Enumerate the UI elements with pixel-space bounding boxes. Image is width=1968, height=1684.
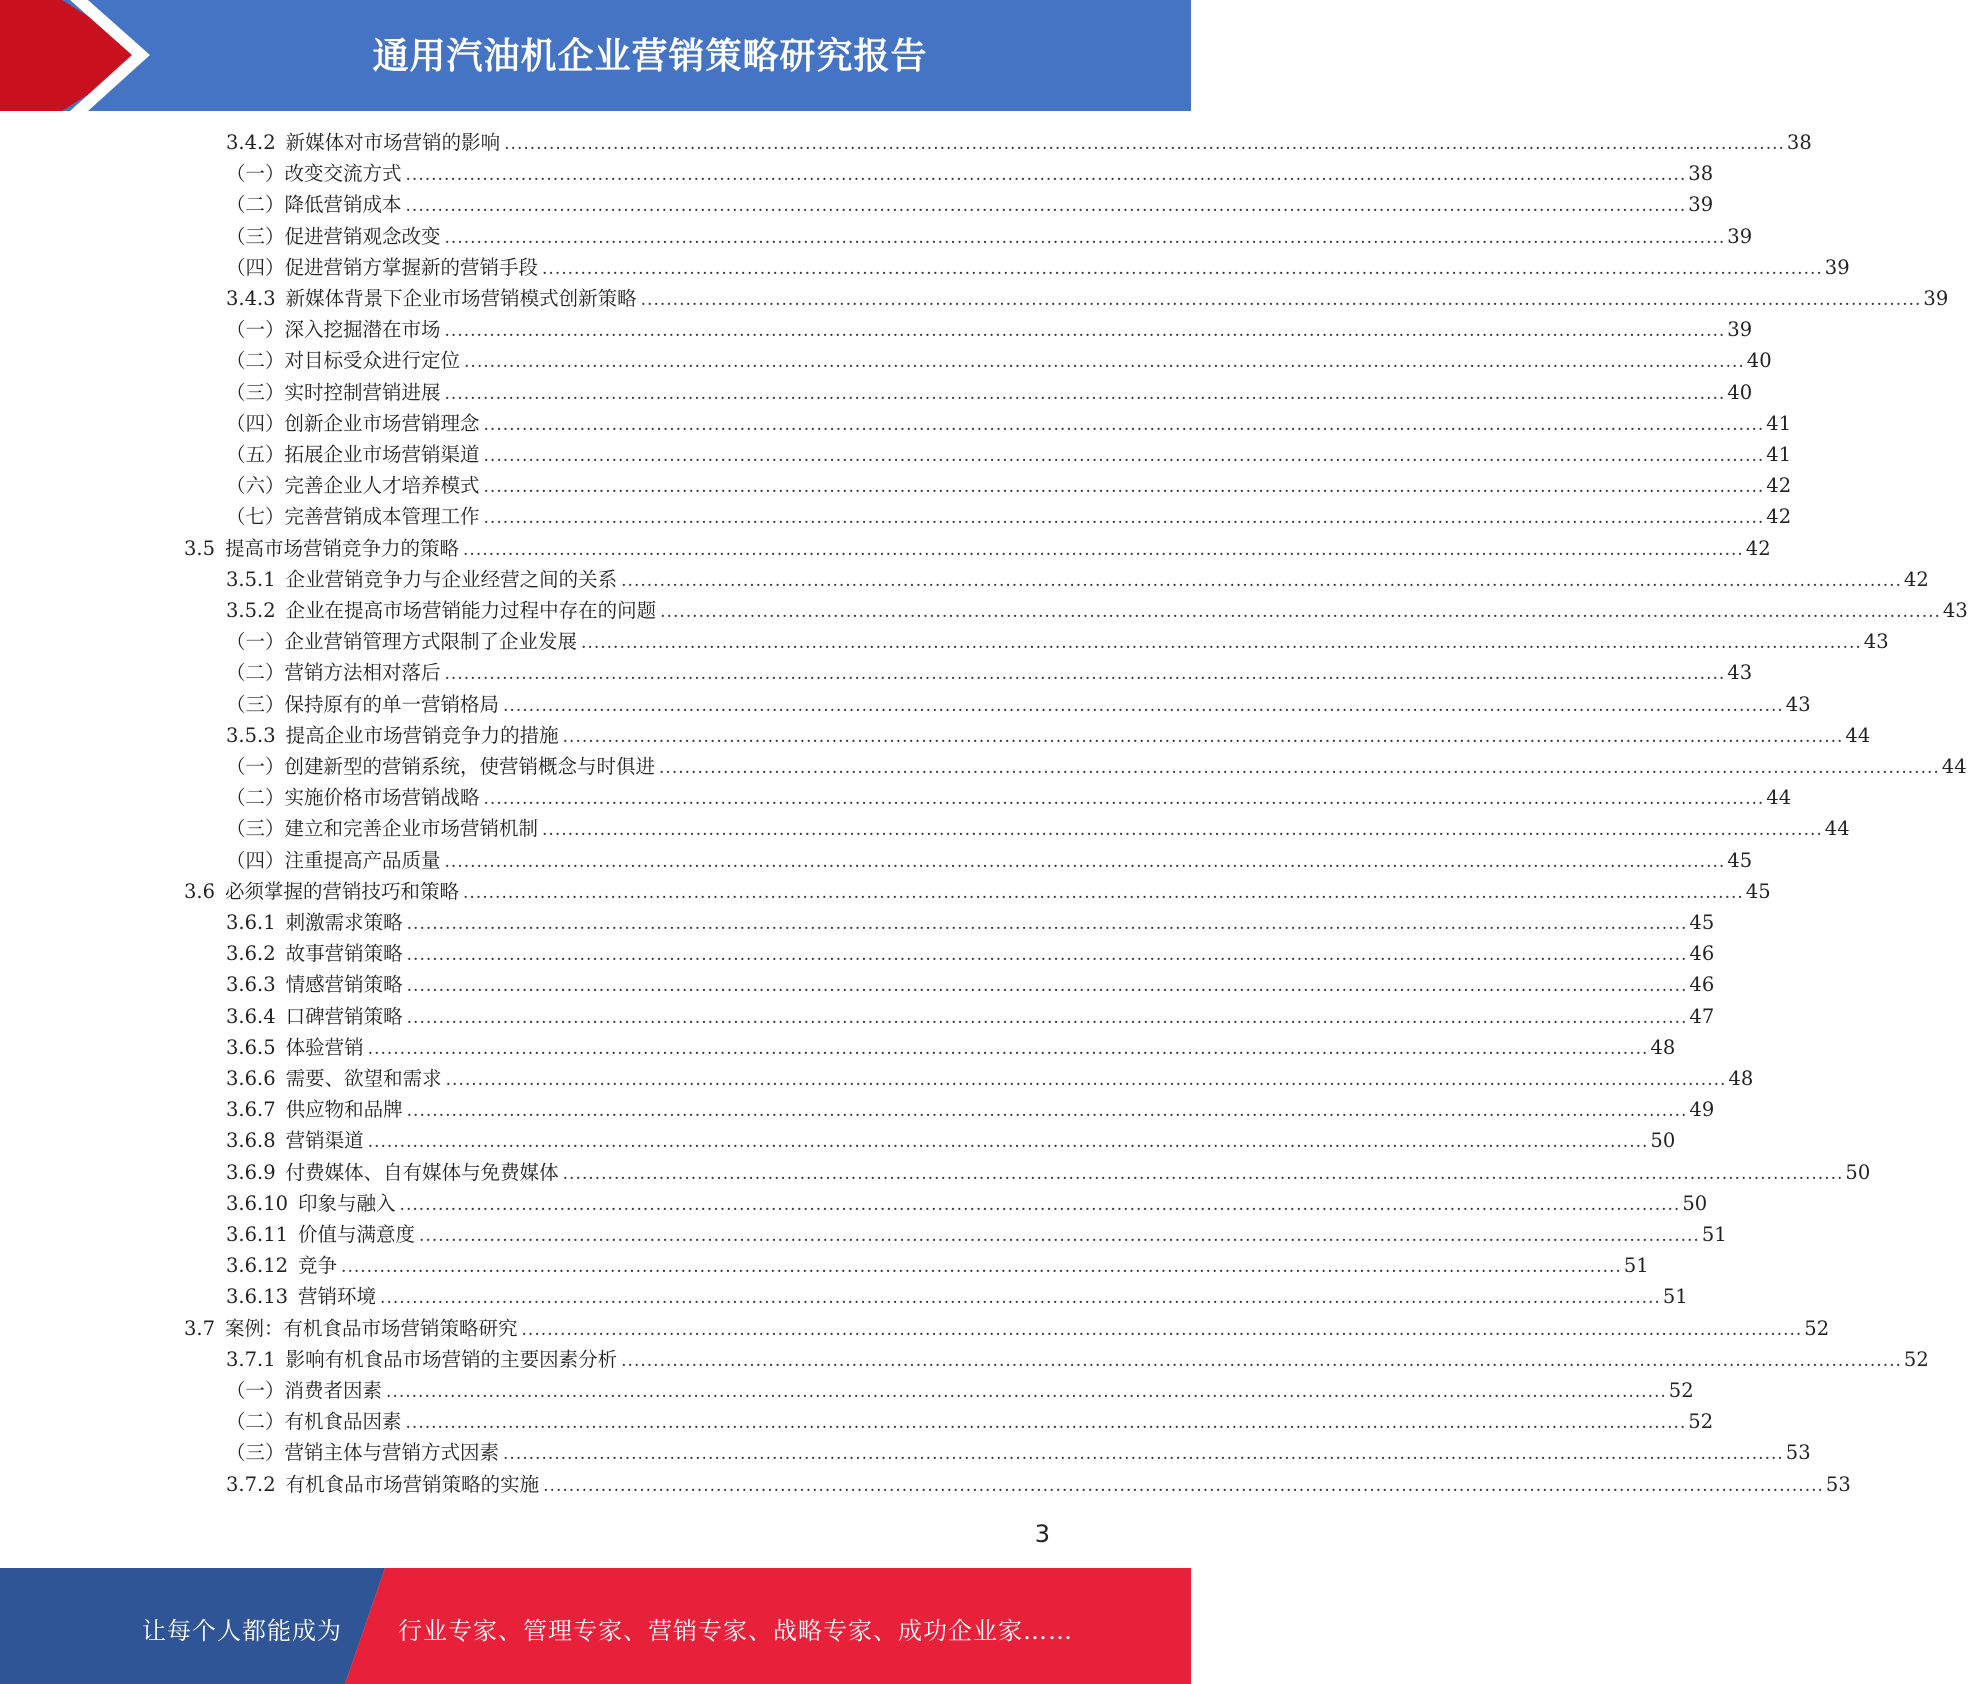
toc-leader-dots: ........................................................................................................................................................................................................ xyxy=(543,1476,1824,1496)
toc-entry-page: 45 xyxy=(1689,911,1715,934)
toc-leader-dots: ........................................................................................................................................................................................................ xyxy=(483,789,1765,809)
toc-entry[interactable] xyxy=(184,876,1771,907)
toc-entry[interactable] xyxy=(226,345,1772,376)
toc-entry[interactable] xyxy=(226,189,1714,220)
toc-entry-page: 40 xyxy=(1746,349,1772,372)
page-number: 3 xyxy=(1034,1520,1050,1548)
toc-leader-dots: ........................................................................................................................................................................................................ xyxy=(463,883,1744,903)
toc-entry-page: 47 xyxy=(1689,1005,1715,1028)
toc-entry-title xyxy=(226,782,484,810)
toc-entry-title xyxy=(226,938,407,966)
document-title: 通用汽油机企业营销策略研究报告 xyxy=(372,36,928,77)
toc-entry[interactable] xyxy=(226,158,1714,189)
toc-entry-title xyxy=(226,1344,621,1372)
toc-entry-title xyxy=(226,501,484,529)
toc-leader-dots: ........................................................................................................................................................................................................ xyxy=(504,134,1785,154)
toc-leader-dots: ........................................................................................................................................................................................................ xyxy=(406,914,1688,934)
toc-leader-dots: ........................................................................................................................................................................................................ xyxy=(380,1288,1661,1308)
toc-entry-title xyxy=(226,969,407,997)
toc-entry-text: （五）拓展企业市场营销渠道 xyxy=(226,443,480,466)
toc-entry-title xyxy=(226,283,641,311)
toc-entry-text: （三）保持原有的单一营销格局 xyxy=(226,693,500,716)
toc-leader-dots: ........................................................................................................................................................................................................ xyxy=(406,1008,1688,1028)
toc-entry[interactable] xyxy=(226,408,1792,439)
toc-entry[interactable] xyxy=(226,845,1753,876)
toc-entry[interactable] xyxy=(226,252,1850,283)
toc-entry[interactable] xyxy=(226,1250,1649,1281)
toc-entry[interactable] xyxy=(226,689,1811,720)
toc-leader-dots: ........................................................................................................................................................................................................ xyxy=(640,290,1922,310)
toc-entry-number: 3.6.13 xyxy=(226,1285,289,1308)
toc-entry-title xyxy=(226,345,464,373)
toc-leader-dots: ........................................................................................................................................................................................................ xyxy=(659,758,1940,778)
toc-entry-page: 51 xyxy=(1701,1223,1727,1246)
toc-entry-page: 49 xyxy=(1689,1098,1715,1121)
toc-leader-dots: ........................................................................................................................................................................................................ xyxy=(621,1351,1902,1371)
toc-entry-text: （二）有机食品因素 xyxy=(226,1410,402,1433)
toc-entry-page: 39 xyxy=(1824,256,1850,279)
toc-entry-title xyxy=(226,1375,386,1403)
toc-leader-dots: ........................................................................................................................................................................................................ xyxy=(542,820,1823,840)
toc-leader-dots: ........................................................................................................................................................................................................ xyxy=(405,165,1687,185)
toc-entry-title xyxy=(226,1063,446,1091)
toc-entry-text: （二）实施价格市场营销战略 xyxy=(226,786,480,809)
toc-entry-page: 52 xyxy=(1804,1317,1830,1340)
toc-entry-text: （一）企业营销管理方式限制了企业发展 xyxy=(226,630,578,653)
toc-entry-page: 43 xyxy=(1785,693,1811,716)
toc-entry[interactable] xyxy=(226,1125,1676,1156)
toc-entry-title xyxy=(226,720,563,748)
toc-entry-text: （四）促进营销方掌握新的营销手段 xyxy=(226,256,539,279)
toc-entry-number: 3.5.1 xyxy=(226,568,276,591)
toc-entry-text: （三）促进营销观念改变 xyxy=(226,225,441,248)
toc-entry[interactable] xyxy=(226,283,1949,314)
footer-slogan-right: 行业专家、管理专家、营销专家、战略专家、成功企业家…… xyxy=(398,1617,1073,1645)
toc-leader-dots: ........................................................................................................................................................................................................ xyxy=(367,1039,1649,1059)
toc-entry-page: 51 xyxy=(1623,1254,1649,1277)
toc-entry-title xyxy=(226,377,445,405)
toc-entry-text: 新媒体背景下企业市场营销模式创新策略 xyxy=(285,287,637,310)
toc-entry-page: 42 xyxy=(1903,568,1929,591)
toc-entry-text: 供应物和品牌 xyxy=(285,1098,403,1121)
toc-entry-title xyxy=(226,1406,406,1434)
toc-leader-dots: ........................................................................................................................................................................................................ xyxy=(463,540,1744,560)
toc-entry-page: 42 xyxy=(1766,474,1792,497)
toc-leader-dots: ........................................................................................................................................................................................................ xyxy=(367,1132,1649,1152)
toc-entry-title xyxy=(226,657,445,685)
toc-entry-page: 44 xyxy=(1766,786,1792,809)
toc-entry[interactable] xyxy=(226,813,1850,844)
toc-entry-title xyxy=(226,1437,503,1465)
toc-entry-number: 3.7.2 xyxy=(226,1473,276,1496)
toc-entry-text: （三）建立和完善企业市场营销机制 xyxy=(226,817,539,840)
toc-entry-page: 44 xyxy=(1941,755,1967,778)
toc-entry[interactable] xyxy=(226,1344,1929,1375)
toc-entry[interactable] xyxy=(226,626,1889,657)
toc-entry-number: 3.5.3 xyxy=(226,724,276,747)
toc-entry-title xyxy=(226,1032,368,1060)
toc-entry-page: 50 xyxy=(1682,1192,1708,1215)
toc-entry-title xyxy=(226,221,445,249)
toc-entry[interactable] xyxy=(226,1032,1676,1063)
toc-entry[interactable] xyxy=(226,470,1792,501)
toc-entry[interactable] xyxy=(226,782,1792,813)
toc-entry-text: 提高市场营销竞争力的策略 xyxy=(225,537,460,560)
toc-leader-dots: ........................................................................................................................................................................................................ xyxy=(562,727,1844,747)
toc-entry-text: （七）完善营销成本管理工作 xyxy=(226,505,480,528)
toc-entry-page: 52 xyxy=(1688,1410,1714,1433)
toc-entry-page: 50 xyxy=(1845,1161,1871,1184)
toc-entry-number: 3.6.10 xyxy=(226,1192,289,1215)
toc-leader-dots: ........................................................................................................................................................................................................ xyxy=(445,1070,1727,1090)
toc-entry-text: 有机食品市场营销策略的实施 xyxy=(285,1473,540,1496)
toc-entry-title xyxy=(226,1157,563,1185)
toc-entry-title xyxy=(226,564,621,592)
toc-entry[interactable] xyxy=(226,1094,1715,1125)
toc-entry-title xyxy=(226,1188,400,1216)
toc-entry-title xyxy=(226,907,407,935)
toc-leader-dots: ........................................................................................................................................................................................................ xyxy=(341,1257,1622,1277)
toc-entry-number: 3.5 xyxy=(184,537,216,560)
toc-entry-page: 52 xyxy=(1903,1348,1929,1371)
toc-entry-page: 41 xyxy=(1766,412,1792,435)
toc-entry-page: 39 xyxy=(1923,287,1949,310)
toc-entry-title xyxy=(226,470,484,498)
toc-leader-dots: ........................................................................................................................................................................................................ xyxy=(405,1413,1687,1433)
toc-entry-text: 新媒体对市场营销的影响 xyxy=(285,131,501,154)
toc-leader-dots: ........................................................................................................................................................................................................ xyxy=(581,633,1862,653)
toc-leader-dots: ........................................................................................................................................................................................................ xyxy=(503,1444,1784,1464)
toc-entry-text: 需要、欲望和需求 xyxy=(285,1067,442,1090)
toc-entry-text: （二）对目标受众进行定位 xyxy=(226,349,461,372)
toc-entry-number: 3.6.9 xyxy=(226,1161,276,1184)
toc-entry[interactable] xyxy=(226,1437,1811,1468)
toc-entry[interactable] xyxy=(226,1188,1708,1219)
toc-entry-text: （三）实时控制营销进展 xyxy=(226,381,441,404)
toc-entry-title xyxy=(226,595,660,623)
toc-entry-title xyxy=(226,845,445,873)
toc-entry-page: 46 xyxy=(1689,942,1715,965)
toc-entry[interactable] xyxy=(226,720,1871,751)
toc-entry[interactable] xyxy=(226,1281,1688,1312)
toc-entry-title xyxy=(226,689,503,717)
toc-entry-title xyxy=(184,533,463,561)
toc-leader-dots: ........................................................................................................................................................................................................ xyxy=(406,976,1688,996)
page-footer xyxy=(0,1568,1191,1684)
toc-leader-dots: ........................................................................................................................................................................................................ xyxy=(464,352,1745,372)
toc-entry-text: （四）创新企业市场营销理念 xyxy=(226,412,480,435)
toc-entry-page: 38 xyxy=(1688,162,1714,185)
toc-leader-dots: ........................................................................................................................................................................................................ xyxy=(444,384,1726,404)
toc-entry[interactable] xyxy=(226,657,1753,688)
toc-entry-page: 39 xyxy=(1727,225,1753,248)
toc-entry-number: 3.6.8 xyxy=(226,1129,276,1152)
toc-entry-number: 3.6.1 xyxy=(226,911,276,934)
toc-entry-page: 53 xyxy=(1785,1441,1811,1464)
toc-entry-number: 3.6.3 xyxy=(226,973,276,996)
toc-entry-page: 46 xyxy=(1689,973,1715,996)
toc-entry[interactable] xyxy=(184,533,1771,564)
toc-leader-dots: ........................................................................................................................................................................................................ xyxy=(621,571,1902,591)
toc-entry-page: 45 xyxy=(1727,849,1753,872)
toc-entry-number: 3.4.2 xyxy=(226,131,276,154)
toc-entry-text: 付费媒体、自有媒体与免费媒体 xyxy=(285,1161,559,1184)
toc-entry-text: 企业营销竞争力与企业经营之间的关系 xyxy=(285,568,618,591)
toc-entry-page: 45 xyxy=(1745,880,1771,903)
toc-entry[interactable] xyxy=(226,127,1812,158)
toc-entry-text: 情感营销策略 xyxy=(285,973,403,996)
toc-entry-title xyxy=(226,1281,380,1309)
toc-entry-title xyxy=(226,252,542,280)
toc-entry-page: 39 xyxy=(1727,318,1753,341)
toc-entry-number: 3.6.7 xyxy=(226,1098,276,1121)
toc-entry-number: 3.6.6 xyxy=(226,1067,276,1090)
toc-entry-text: 印象与融入 xyxy=(298,1192,396,1215)
toc-entry-text: （四）注重提高产品质量 xyxy=(226,849,441,872)
footer-slogan-left: 让每个人都能成为 xyxy=(142,1617,342,1645)
toc-leader-dots: ........................................................................................................................................................................................................ xyxy=(399,1195,1681,1215)
toc-entry-page: 43 xyxy=(1727,661,1753,684)
toc-entry-title xyxy=(184,1313,522,1341)
toc-entry-text: （六）完善企业人才培养模式 xyxy=(226,474,480,497)
toc-entry-text: （一）改变交流方式 xyxy=(226,162,402,185)
toc-leader-dots: ........................................................................................................................................................................................................ xyxy=(521,1320,1803,1340)
toc-entry-page: 48 xyxy=(1650,1036,1676,1059)
toc-entry-number: 3.6.4 xyxy=(226,1005,276,1028)
toc-entry-title xyxy=(226,314,445,342)
toc-leader-dots: ........................................................................................................................................................................................................ xyxy=(483,415,1765,435)
toc-entry[interactable] xyxy=(226,751,1967,782)
toc-entry-text: 价值与满意度 xyxy=(298,1223,416,1246)
toc-leader-dots: ........................................................................................................................................................................................................ xyxy=(483,477,1765,497)
toc-leader-dots: ........................................................................................................................................................................................................ xyxy=(503,696,1784,716)
toc-leader-dots: ........................................................................................................................................................................................................ xyxy=(406,945,1688,965)
toc-entry[interactable] xyxy=(226,1375,1694,1406)
toc-entry[interactable] xyxy=(226,314,1753,345)
toc-entry-page: 48 xyxy=(1728,1067,1754,1090)
toc-entry[interactable] xyxy=(226,1063,1754,1094)
toc-entry-text: 影响有机食品市场营销的主要因素分析 xyxy=(285,1348,618,1371)
toc-entry[interactable] xyxy=(226,439,1792,470)
toc-entry-page: 52 xyxy=(1668,1379,1694,1402)
toc-entry-title xyxy=(226,1125,368,1153)
toc-entry-title xyxy=(226,408,484,436)
toc-leader-dots: ........................................................................................................................................................................................................ xyxy=(562,1164,1844,1184)
toc-entry-text: （三）营销主体与营销方式因素 xyxy=(226,1441,500,1464)
toc-leader-dots: ........................................................................................................................................................................................................ xyxy=(405,196,1687,216)
toc-entry-text: （一）消费者因素 xyxy=(226,1379,383,1402)
toc-entry[interactable] xyxy=(226,221,1753,252)
page-header xyxy=(0,0,1191,111)
toc-entry-title xyxy=(226,751,659,779)
toc-entry[interactable] xyxy=(226,564,1929,595)
toc-entry-text: （二）降低营销成本 xyxy=(226,193,402,216)
toc-entry-page: 43 xyxy=(1863,630,1889,653)
toc-entry-page: 42 xyxy=(1766,505,1792,528)
toc-entry[interactable] xyxy=(226,1219,1727,1250)
toc-entry-page: 39 xyxy=(1688,193,1714,216)
toc-entry-number: 3.7.1 xyxy=(226,1348,276,1371)
toc-entry-title xyxy=(226,813,542,841)
toc-entry-text: 提高企业市场营销竞争力的措施 xyxy=(285,724,559,747)
toc-leader-dots: ........................................................................................................................................................................................................ xyxy=(386,1382,1667,1402)
toc-entry-text: （一）深入挖掘潜在市场 xyxy=(226,318,441,341)
toc-leader-dots: ........................................................................................................................................................................................................ xyxy=(483,508,1765,528)
toc-entry[interactable] xyxy=(226,595,1968,626)
toc-entry-text: 口碑营销策略 xyxy=(285,1005,403,1028)
toc-entry-text: （一）创建新型的营销系统，使营销概念与时俱进 xyxy=(226,755,656,778)
toc-entry-text: 故事营销策略 xyxy=(285,942,403,965)
toc-leader-dots: ........................................................................................................................................................................................................ xyxy=(419,1226,1700,1246)
toc-entry-title xyxy=(226,1250,341,1278)
toc-entry-text: 竞争 xyxy=(298,1254,338,1277)
toc-entry[interactable] xyxy=(226,1001,1715,1032)
toc-entry-text: （二）营销方法相对落后 xyxy=(226,661,441,684)
toc-leader-dots: ........................................................................................................................................................................................................ xyxy=(542,259,1823,279)
toc-entry-number: 3.5.2 xyxy=(226,599,276,622)
toc-entry-title xyxy=(226,1219,419,1247)
toc-entry-number: 3.6.2 xyxy=(226,942,276,965)
toc-entry-number: 3.4.3 xyxy=(226,287,276,310)
toc-entry-number: 3.6.12 xyxy=(226,1254,289,1277)
toc-entry-page: 44 xyxy=(1845,724,1871,747)
toc-entry-number: 3.6.5 xyxy=(226,1036,276,1059)
toc-entry-text: 企业在提高市场营销能力过程中存在的问题 xyxy=(285,599,657,622)
toc-entry-title xyxy=(226,158,406,186)
toc-leader-dots: ........................................................................................................................................................................................................ xyxy=(444,852,1726,872)
toc-entry-page: 44 xyxy=(1824,817,1850,840)
toc-entry-number: 3.6 xyxy=(184,880,216,903)
toc-entry-text: 营销环境 xyxy=(298,1285,377,1308)
toc-entry[interactable] xyxy=(226,1406,1714,1437)
toc-entry-title xyxy=(184,876,463,904)
toc-leader-dots: ........................................................................................................................................................................................................ xyxy=(444,228,1726,248)
toc-entry[interactable] xyxy=(226,501,1792,532)
toc-entry-page: 50 xyxy=(1650,1129,1676,1152)
toc-entry[interactable] xyxy=(226,969,1715,1000)
toc-entry[interactable] xyxy=(226,938,1715,969)
toc-entry-title xyxy=(226,439,484,467)
toc-entry[interactable] xyxy=(226,377,1753,408)
toc-entry-page: 43 xyxy=(1942,599,1968,622)
toc-entry-text: 刺激需求策略 xyxy=(285,911,403,934)
toc-entry-title xyxy=(226,1001,407,1029)
toc-entry-page: 53 xyxy=(1825,1473,1851,1496)
toc-entry-text: 必须掌握的营销技巧和策略 xyxy=(225,880,460,903)
toc-entry-number: 3.6.11 xyxy=(226,1223,289,1246)
toc-entry[interactable] xyxy=(184,1313,1830,1344)
toc-entry-page: 40 xyxy=(1727,381,1753,404)
toc-entry-text: 营销渠道 xyxy=(285,1129,364,1152)
toc-entry-page: 41 xyxy=(1766,443,1792,466)
toc-entry-text: 体验营销 xyxy=(285,1036,364,1059)
toc-entry[interactable] xyxy=(226,1157,1871,1188)
toc-entry[interactable] xyxy=(226,1469,1851,1500)
toc-entry-page: 38 xyxy=(1786,131,1812,154)
toc-leader-dots: ........................................................................................................................................................................................................ xyxy=(406,1101,1688,1121)
toc-entry-title xyxy=(226,1094,407,1122)
toc-entry-title xyxy=(226,1469,543,1497)
toc-entry-number: 3.7 xyxy=(184,1317,216,1340)
toc-entry-title xyxy=(226,626,581,654)
toc-entry-title xyxy=(226,127,504,155)
toc-leader-dots: ........................................................................................................................................................................................................ xyxy=(483,446,1765,466)
toc-entry-title xyxy=(226,189,406,217)
toc-entry-page: 42 xyxy=(1745,537,1771,560)
toc-leader-dots: ........................................................................................................................................................................................................ xyxy=(444,321,1726,341)
toc-entry-page: 51 xyxy=(1662,1285,1688,1308)
toc-leader-dots: ........................................................................................................................................................................................................ xyxy=(444,664,1726,684)
toc-entry-text: 案例：有机食品市场营销策略研究 xyxy=(225,1317,518,1340)
toc-entry[interactable] xyxy=(226,907,1715,938)
toc-leader-dots: ........................................................................................................................................................................................................ xyxy=(660,602,1941,622)
